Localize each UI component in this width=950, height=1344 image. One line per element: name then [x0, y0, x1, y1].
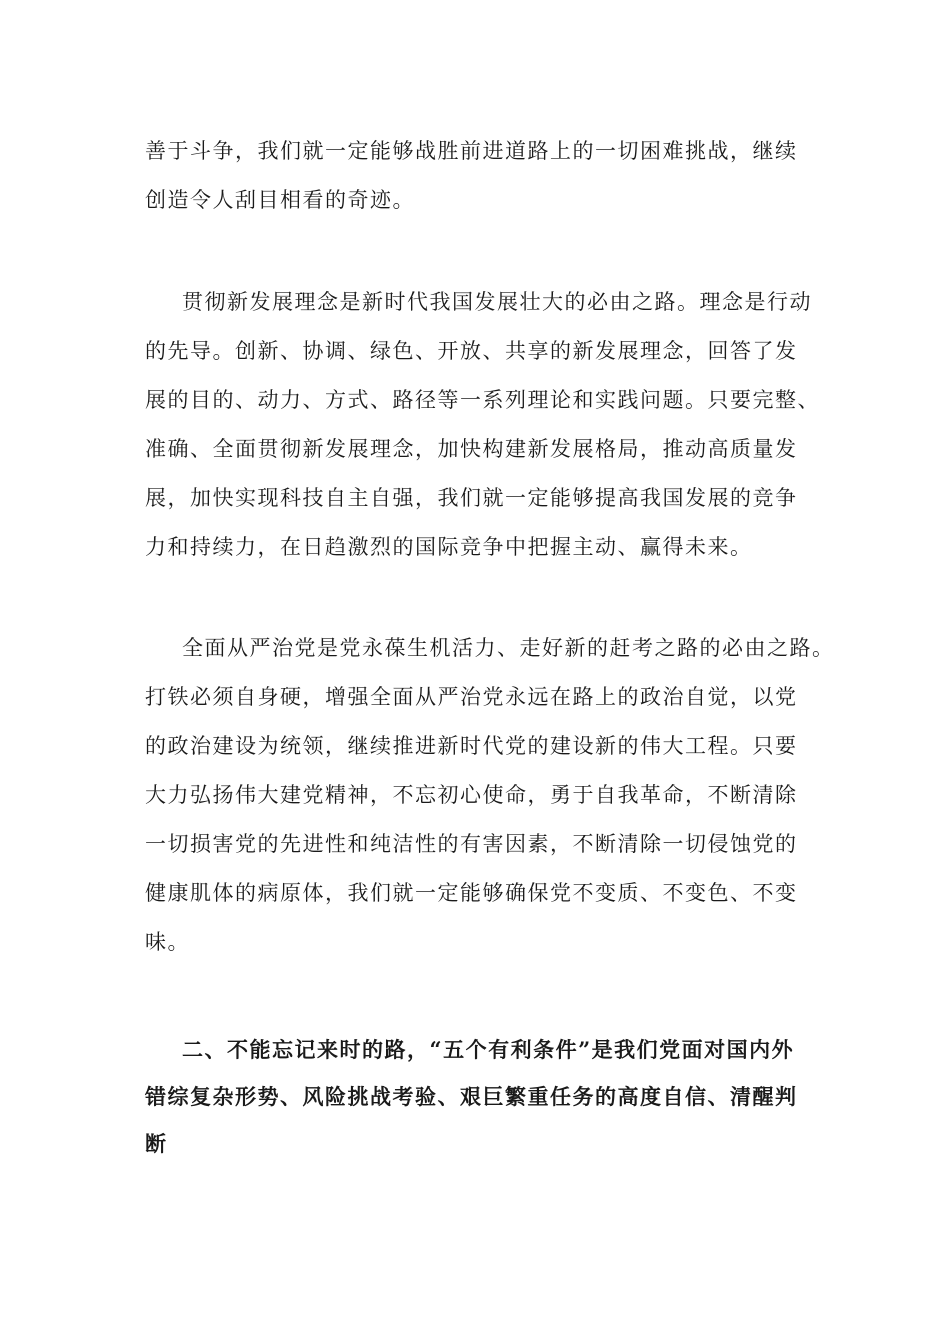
paragraph-line: 的先导。创新、协调、绿色、开放、共享的新发展理念，回答了发 [145, 339, 798, 363]
paragraph-line: 全面从严治党是党永葆生机活力、走好新的赶考之路的必由之路。 [182, 636, 835, 660]
paragraph-line: 贯彻新发展理念是新时代我国发展壮大的必由之路。理念是行动 [182, 290, 812, 314]
paragraph-line: 力和持续力，在日趋激烈的国际竞争中把握主动、赢得未来。 [145, 535, 753, 559]
paragraph-line: 打铁必须自身硬，增强全面从严治党永远在路上的政治自觉，以党 [145, 685, 798, 709]
heading-line: 错综复杂形势、风险挑战考验、艰巨繁重任务的高度自信、清醒判 [145, 1084, 798, 1109]
paragraph-line: 善于斗争，我们就一定能够战胜前进道路上的一切困难挑战，继续 [145, 139, 798, 163]
heading-line: 二、不能忘记来时的路，“五个有利条件”是我们党面对国内外 [182, 1037, 795, 1062]
paragraph-line: 味。 [145, 930, 190, 954]
heading-line: 断 [145, 1131, 168, 1156]
paragraph-line: 创造令人刮目相看的奇迹。 [145, 188, 415, 212]
paragraph-line: 健康肌体的病原体，我们就一定能够确保党不变质、不变色、不变 [145, 881, 798, 905]
paragraph-line: 大力弘扬伟大建党精神，不忘初心使命，勇于自我革命，不断清除 [145, 783, 798, 807]
paragraph-line: 展的目的、动力、方式、路径等一系列理论和实践问题。只要完整、 [145, 388, 820, 412]
paragraph-line: 准确、全面贯彻新发展理念，加快构建新发展格局，推动高质量发 [145, 437, 798, 461]
paragraph-line: 展，加快实现科技自主自强，我们就一定能够提高我国发展的竞争 [145, 486, 798, 510]
paragraph-line: 一切损害党的先进性和纯洁性的有害因素，不断清除一切侵蚀党的 [145, 832, 798, 856]
paragraph-line: 的政治建设为统领，继续推进新时代党的建设新的伟大工程。只要 [145, 734, 798, 758]
